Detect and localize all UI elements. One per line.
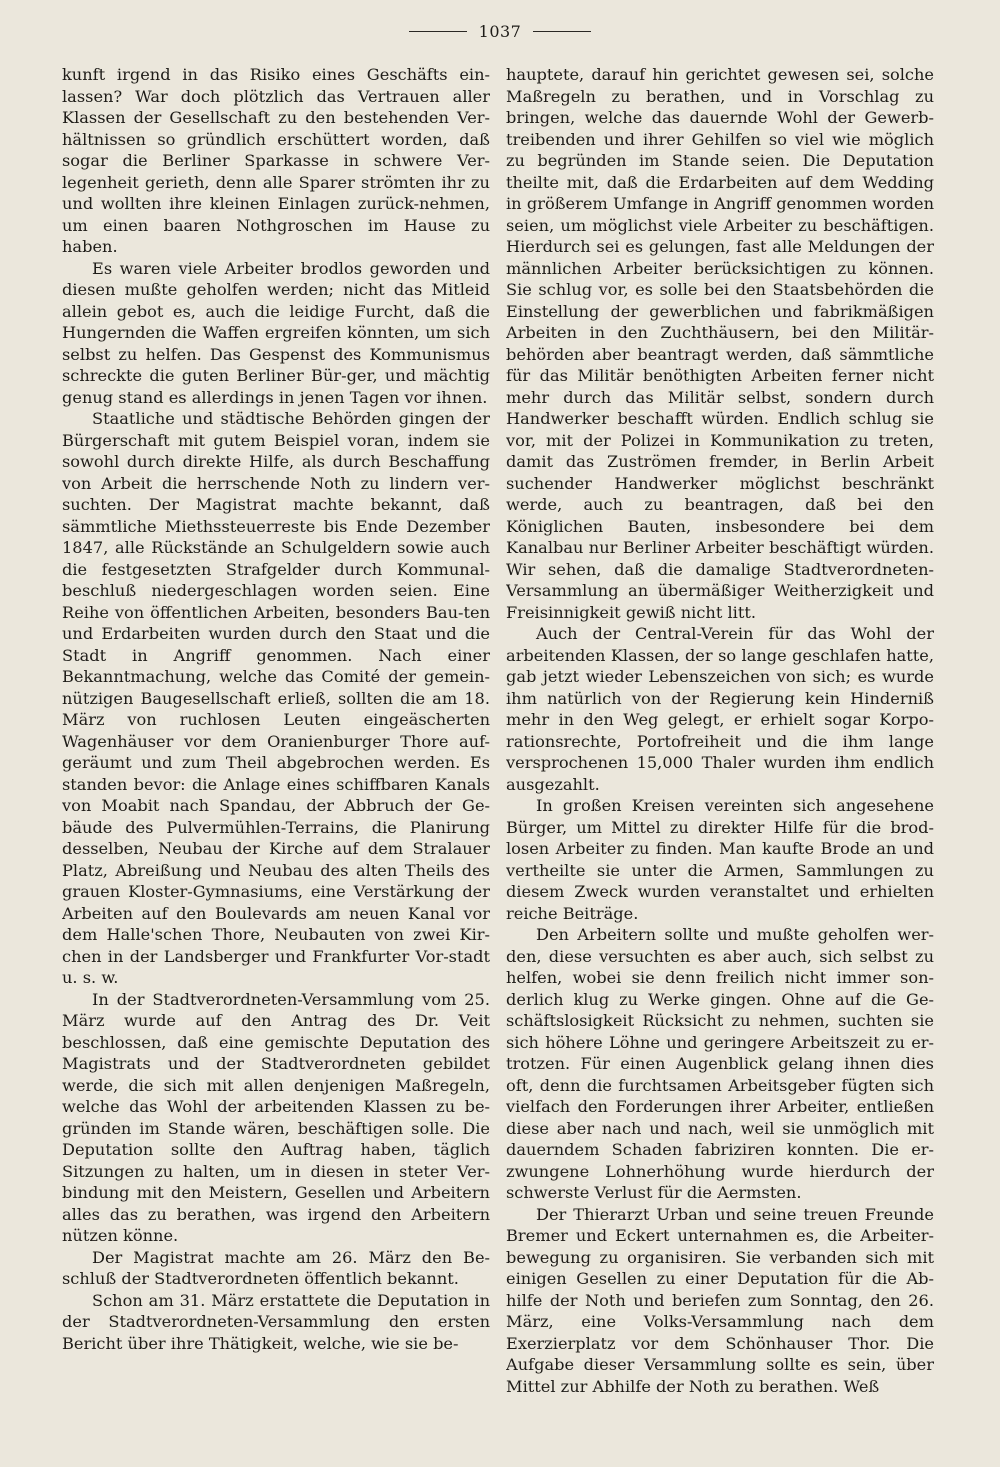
paragraph: kunft irgend in das Risiko eines Geschäfts ein-lassen? War doch plötzlich das Vertrauen aller Klassen der Gesellschaft zu den bestehenden Ver-hältnissen so gründlich erschüttert worden, daß sogar die Berliner Sparkasse in schwere Ver-legenheit gerieth, denn alle Sparer strömten ihr zu und wollten ihre kleinen Einlagen zurück-nehmen, um einen baaren Nothgroschen im Hause zu haben. <box>62 65 490 256</box>
header-rule-left <box>409 31 467 32</box>
left-column <box>62 64 490 1444</box>
paragraph: Schon am 31. März erstattete die Deputation in der Stadtverordneten-Versammlung den ersten Bericht über ihre Thätigkeit, welche, wie sie be- <box>62 1290 490 1353</box>
header-rule-right <box>533 31 591 32</box>
paragraph: hauptete, darauf hin gerichtet gewesen sei, solche Maßregeln zu berathen, und in Vorschlag zu bringen, welche das dauernde Wohl der Gewerb-treibenden und ihrer Gehilfen so viel wie möglich zu begründen im Stande seien. Die Deputation theilte mit, daß die Erdarbeiten auf dem Wedding in größerem Umfange in Angriff genommen worden seien, um möglichst viele Arbeiter zu beschäftigen. Hierdurch sei es gelungen, fast alle Meldungen der männlichen Arbeiter berücksichtigen zu können. Sie schlug vor, es solle bei den Staatsbehörden die Einstellung der gewerblichen und fabrikmäßigen Arbeiten in den Zuchthäusern, bei den Militär-behörden aber beantragt werden, daß sämmtliche für das Militär benöthigten Arbeiten ferner nicht mehr durch das Militär selbst, sondern durch Handwerker beschafft würden. Endlich schlug sie vor, mit der Polizei in Kommunikation zu treten, damit das Zuströmen fremder, in Berlin Arbeit suchender Handwerker möglichst beschränkt werde, auch zu beantragen, daß bei den Königlichen Bauten, insbesondere bei dem Kanalbau nur Berliner Arbeiter beschäftigt würden. Wir sehen, daß die damalige Stadtverordneten-Versammlung an übermäßiger Weitherzigkeit und Freisinnigkeit gewiß nicht litt. <box>506 65 934 622</box>
paragraph: Es waren viele Arbeiter brodlos geworden und diesen mußte geholfen werden; nicht das Mitleid allein gebot es, auch die leidige Furcht, daß die Hungernden die Waffen ergreifen könnten, um sich selbst zu helfen. Das Gespenst des Kommunismus schreckte die guten Berliner Bür-ger, und mächtig genug stand es allerdings in jenen Tagen vor ihnen. <box>62 258 490 407</box>
paragraph: Auch der Central-Verein für das Wohl der arbeitenden Klassen, der so lange geschlafen hatte, gab jetzt wieder Lebenszeichen von sich; es wurde ihm natürlich von der Regierung kein Hinderniß mehr in den Weg gelegt, er erhielt sogar Korpo-rationsrechte, Portofreiheit und die ihm lange versprochenen 15,000 Thaler wurden ihm endlich ausgezahlt. <box>506 624 934 794</box>
paragraph: Der Magistrat machte am 26. März den Be-schluß der Stadtverordneten öffentlich bekannt. <box>62 1247 490 1288</box>
paragraph: Den Arbeitern sollte und mußte geholfen wer-den, diese versuchten es aber auch, sich selbst zu helfen, wobei sie denn freilich nicht immer son-derlich klug zu Werke gingen. Ohne auf die Ge-schäftslosigkeit Rücksicht zu nehmen, suchten sie sich höhere Löhne und geringere Arbeitszeit zu er-trotzen. Für einen Augenblick gelang ihnen dies oft, denn die furchtsamen Arbeitsgeber fügten sich vielfach den Forderungen ihrer Arbeiter, entließen diese aber nach und nach, weil sie unmöglich mit dauerndem Schaden fabriziren konnten. Die er-zwungene Lohnerhöhung wurde hierdurch der schwerste Verlust für die Aermsten. <box>506 925 934 1202</box>
paragraph: Der Thierarzt Urban und seine treuen Freunde Bremer und Eckert unternahmen es, die Arbeiter-bewegung zu organisiren. Sie verbanden sich mit einigen Gesellen zu einer Deputation für die Ab-hilfe der Noth und beriefen zum Sonntag, den 26. März, eine Volks-Versammlung nach dem Exerzierplatz vor dem Schönhauser Thor. Die Aufgabe dieser Versammlung sollte es sein, über Mittel zur Abhilfe der Noth zu berathen. Weß <box>506 1204 934 1396</box>
right-column <box>506 64 934 1444</box>
page-header <box>0 22 1000 41</box>
paragraph: In großen Kreisen vereinten sich angesehene Bürger, um Mittel zu direkter Hilfe für die brod-losen Arbeiter zu finden. Man kaufte Brode an und vertheilte sie unter die Armen, Sammlungen zu diesem Zweck wurden veranstaltet und erhielten reiche Beiträge. <box>506 796 934 923</box>
paragraph: Staatliche und städtische Behörden gingen der Bürgerschaft mit gutem Beispiel voran, indem sie sowohl durch direkte Hilfe, als durch Beschaffung von Arbeit die herrschende Noth zu lindern ver-suchten. Der Magistrat machte bekannt, daß sämmtliche Miethssteuerreste bis Ende Dezember 1847, alle Rückstände an Schulgeldern sowie auch die festgesetzten Strafgelder durch Kommunal-beschluß niedergeschlagen worden seien. Eine Reihe von öffentlichen Arbeiten, besonders Bau-ten und Erdarbeiten wurden durch den Staat und die Stadt in Angriff genommen. Nach einer Bekanntmachung, welche das Comité der gemein-nützigen Baugesellschaft erließ, sollten die am 18. März von ruchlosen Leuten eingeäscherten Wagenhäuser vor dem Oranienburger Thore auf-geräumt und zum Theil abgebrochen werden. Es standen bevor: die Anlage eines schiffbaren Kanals von Moabit nach Spandau, der Abbruch der Ge-bäude des Pulvermühlen-Terrains, die Planirung desselben, Neubau der Kirche auf dem Stralauer Platz, Abreißung und Neubau des alten Theils des grauen Kloster-Gymnasiums, eine Verstärkung der Arbeiten auf den Boulevards am neuen Kanal vor dem Halle'schen Thore, Neubauten von zwei Kir-chen in der Landsberger und Frankfurter Vor-stadt u. s. w. <box>62 409 490 987</box>
page-number: 1037 <box>478 22 522 41</box>
paragraph: In der Stadtverordneten-Versammlung vom 25. März wurde auf den Antrag des Dr. Veit beschlossen, daß eine gemischte Deputation des Magistrats und der Stadtverordneten gebildet werde, die sich mit allen denjenigen Maßregeln, welche das Wohl der arbeitenden Klassen zu be-gründen im Stande wären, beschäftigen solle. Die Deputation sollte den Auftrag haben, täglich Sitzungen zu halten, um in diesen in steter Ver-bindung mit den Meistern, Gesellen und Arbeitern alles das zu berathen, was irgend den Arbeitern nützen könne. <box>62 989 490 1245</box>
